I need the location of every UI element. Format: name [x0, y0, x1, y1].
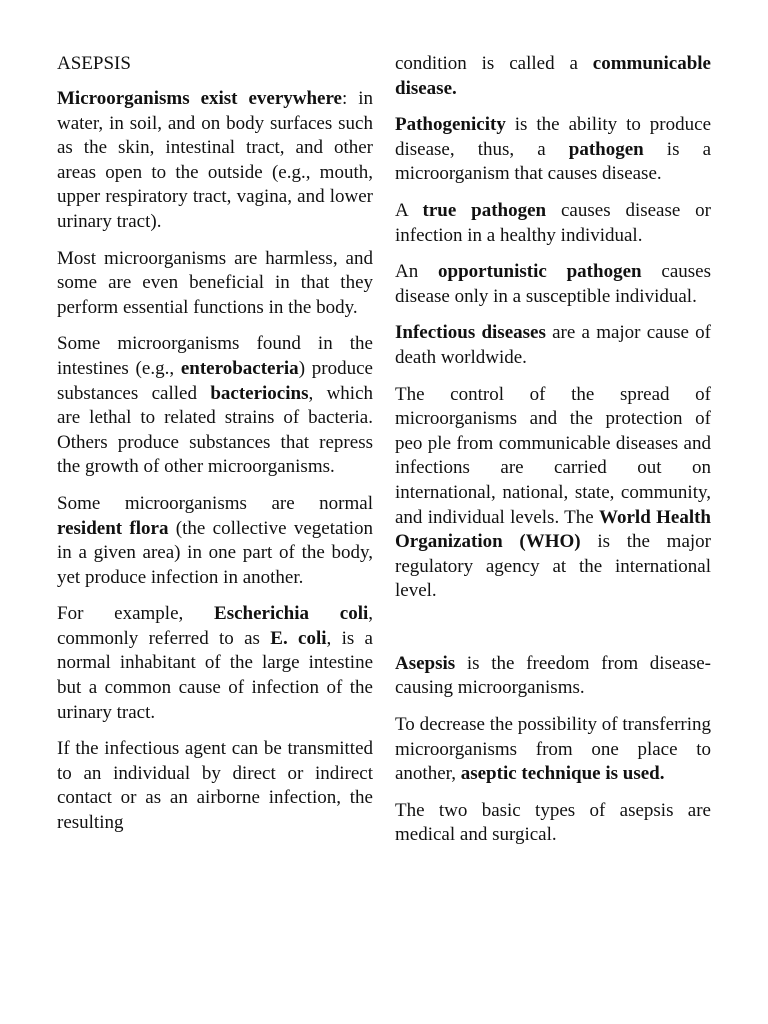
bold-term: communicable disease.: [395, 53, 711, 99]
text-run: causes disease or infection in a healthy individual.: [395, 199, 711, 246]
bold-term: Pathogenicity: [395, 114, 506, 136]
text-run: Some microorganisms are normal: [57, 492, 373, 514]
text-run: is the ability to produce disease, thus, a: [395, 114, 711, 160]
paragraph-resident-flora: [57, 492, 373, 590]
paragraph-opportunistic-pathogen: [395, 260, 711, 309]
bold-term: Asepsis: [395, 652, 456, 674]
text-run: , which are lethal to related strains of bacteria. Others produce substances that repress the growth of other microorganisms.: [57, 382, 373, 478]
paragraph-microorganisms-exist: [57, 87, 373, 235]
bold-term: pathogen: [568, 138, 644, 160]
text-run: To decrease the possibility of transferring microorganisms from one place to another,: [395, 714, 711, 785]
bold-term: true pathogen: [422, 199, 547, 221]
text-run: , commonly referred to as: [57, 603, 373, 649]
text-run: , is a normal inhabitant of the large intestine but a common cause of infection of the urinary tract.: [57, 627, 373, 723]
text-run: is the major regulatory agency at the international level.: [395, 531, 711, 602]
right-column: [395, 52, 711, 860]
bold-term: resident flora: [57, 517, 169, 539]
paragraph-communicable-disease: [395, 52, 711, 101]
text-run: Most microorganisms are harmless, and some are even beneficial in that they perform essential functions in the body.: [57, 247, 373, 318]
text-run: An: [395, 261, 439, 283]
bold-term: Infectious diseases: [395, 322, 546, 344]
text-run: is the freedom from disease-causing microorganisms.: [395, 652, 711, 699]
text-run: A: [395, 199, 423, 221]
text-run: is a microorganism that causes disease.: [395, 138, 711, 185]
bold-term: Escherichia coli: [214, 603, 369, 625]
bold-term: enterobacteria: [180, 357, 299, 379]
bold-term: Microorganisms exist everywhere: [57, 88, 342, 109]
paragraph-pathogenicity: [395, 113, 711, 187]
text-run: are a major cause of death worldwide.: [395, 322, 711, 368]
bold-term: E. coli: [270, 627, 327, 649]
text-run: The two basic types of asepsis are medical and surgical.: [395, 799, 711, 846]
text-run: (the collective vegetation in a given area) in one part of the body, yet produce infection in another.: [57, 517, 373, 588]
section-heading: ASEPSIS: [57, 53, 131, 74]
text-run: : in water, in soil, and on body surfaces such as the skin, intestinal tract, and other areas open to the outside (e.g., mouth, upper respiratory tract, vagina, and lower urinary tract).: [57, 88, 374, 232]
paragraph-types-of-asepsis: [395, 799, 711, 848]
paragraph-gap: [395, 616, 711, 652]
paragraph-aseptic-technique: [395, 713, 711, 787]
text-run: If the infectious agent can be transmitted to an individual by direct or indirect contact or as an airborne infection, the resulting: [57, 738, 373, 834]
text-run: For example,: [57, 603, 215, 625]
bold-term: bacteriocins: [210, 382, 309, 404]
paragraph-bacteriocins: [57, 332, 373, 480]
text-run: causes disease only in a susceptible individual.: [395, 261, 711, 307]
left-column: [57, 52, 373, 848]
bold-term: opportunistic pathogen: [438, 261, 642, 283]
bold-term: aseptic technique is used.: [460, 763, 665, 785]
text-run: The control of the spread of microorganisms and the protection of peo ple from communicable diseases and infections are carried out on international, national, state, community, and individual levels. The: [395, 383, 711, 528]
paragraph-asepsis-definition: [395, 652, 711, 701]
paragraph-true-pathogen: [395, 199, 711, 248]
paragraph-harmless-microorganisms: [57, 247, 373, 321]
text-run: Some microorganisms found in the intestines (e.g.,: [57, 333, 373, 379]
text-run: ) produce substances called: [57, 357, 373, 404]
paragraph-infectious-diseases: [395, 321, 711, 370]
paragraph-e-coli: [57, 602, 373, 725]
paragraph-transmission: [57, 737, 373, 835]
paragraph-control-of-spread: [395, 383, 711, 604]
text-run: condition is called a: [395, 53, 593, 74]
bold-term: World Health Organization (WHO): [395, 506, 711, 553]
